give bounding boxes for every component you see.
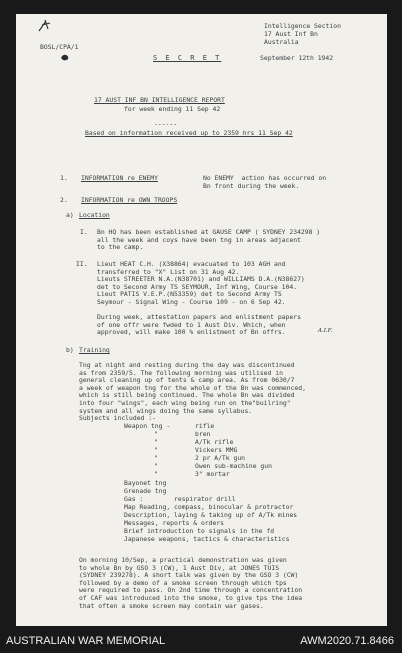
handwritten-mark-icon <box>36 18 58 34</box>
weapon-item: Vickers MMG <box>195 446 238 454</box>
ditto-mark: " <box>154 438 158 446</box>
weapon-item: rifle <box>195 422 215 430</box>
weapon-item: 2 pr A/Tk gun <box>195 454 246 462</box>
subsection-a-heading: Location <box>79 211 110 219</box>
subject-item: Gas : respirator drill <box>124 495 236 503</box>
subsection-b-heading: Training <box>79 346 110 354</box>
location-item-1-number: I. <box>80 228 88 236</box>
section-1-number: 1. <box>60 174 68 182</box>
section-2-number: 2. <box>60 196 68 204</box>
location-item-1-text: Bn HQ has been established at GAUSE CAMP ( SYDNEY 234298 ) all the week and coys have been tng in areas adjacent to the camp. <box>97 228 321 252</box>
footer-accession-number: AWM2020.71.8466 <box>300 635 394 647</box>
classification-stamp: S E C R E T <box>153 54 222 62</box>
subject-item: Grenade tng <box>124 487 167 495</box>
footer-credit: AUSTRALIAN WAR MEMORIAL <box>6 635 166 647</box>
subject-item: Brief introduction to signals in the fd <box>124 527 275 535</box>
section-2-heading: INFORMATION re OWN TROOPS <box>81 196 178 204</box>
weapon-item: A/Tk rifle <box>195 438 234 446</box>
based-on-line: Based on information received up to 2359 hrs 11 Sep 42 <box>85 129 293 137</box>
weapon-item: Owen sub-machine gun <box>195 462 272 470</box>
subsection-b-label: b) <box>66 346 74 354</box>
subject-item: Japanese weapons, tactics & characteristics <box>124 535 290 543</box>
ditto-mark: " <box>154 462 158 470</box>
section-1-text: No ENEMY action has occurred on Bn front during the week. <box>203 174 327 190</box>
location-item-2-number: II. <box>76 260 88 268</box>
from-line-1: Intelligence Section <box>264 22 341 30</box>
footer-bar <box>0 626 402 653</box>
location-item-2-paragraph-2: During week, attestation papers and enlistment papers of one offr were fwded to 1 Aust Div. Which, when approved, will make 100 % enlistment of Bn offrs. <box>97 313 301 337</box>
weapon-item: 3" mortar <box>195 470 230 478</box>
from-line-2: 17 Aust Inf Bn <box>264 30 318 38</box>
handwritten-initials: A.I.F. <box>318 328 333 334</box>
document-page <box>16 14 387 626</box>
location-item-2-text: Lieut HEAT C.H. (X38864) evacuated to 103 AGH and transferred to "X" List on 31 Aug 42. Lieuts STREETER N.A.(N38701) and WILLIAMS D.A.(N38627) det to Second Army TS SEYMOUR, Inf Wing, Course 104. Lieut PATIS V.E.P.(N53359) det to Second Army TS Seymour - Signal Wing - Course 109 - on 6 Sep 42. <box>97 260 305 306</box>
report-subtitle: for week ending 11 Sep 42 <box>124 105 221 113</box>
document-reference: BOSL/CPA/1 <box>40 43 79 51</box>
subject-item: Messages, reports & orders <box>124 519 225 527</box>
document-date: September 12th 1942 <box>260 54 334 62</box>
subject-item: Description, laying & taking up of A/Tk mines <box>124 511 298 519</box>
weapon-tng-label: Weapon tng - <box>124 422 171 430</box>
ditto-mark: " <box>154 430 158 438</box>
subject-item: Bayonet tng <box>124 479 167 487</box>
ink-blot-icon <box>60 53 70 62</box>
section-1-heading: INFORMATION re ENEMY <box>81 174 158 182</box>
subject-item: Map Reading, compass, binocular & protractor <box>124 503 294 511</box>
report-title: 17 AUST INF BN INTELLIGENCE REPORT <box>94 96 225 104</box>
ditto-mark: " <box>154 446 158 454</box>
subsection-a-label: a) <box>66 211 74 219</box>
ditto-mark: " <box>154 470 158 478</box>
from-line-3: Australia <box>264 38 299 46</box>
closing-paragraph: On morning 10/Sep, a practical demonstration was given to whole Bn by GSO 3 (CW), 1 Aust Div, at JONES TUIS (SYDNEY 239278). A short talk was given by the GSO 3 (CW) followed by a demo of a smoke screen through which tps were required to pass. On 2nd time through a concentration of CAF was introduced into the smoke, to give tps the idea that often a smoke screen may contain war gases. <box>79 556 303 610</box>
ditto-mark: " <box>154 454 158 462</box>
title-rule: ------ <box>154 120 178 128</box>
weapon-item: bren <box>195 430 211 438</box>
training-paragraph: Tng at night and resting during the day was discontinued as from 2359/5. The following morning was utilised in general cleaning up of tents & camp area. As from 0630/7 a week of weapon tng for the whole of the Bn was commenced, which is still being continued. The whole Bn was divided into four "wings", each wing being run on the"builring" system and all wings doing the same syllabus. Subjects included :- <box>79 361 307 423</box>
